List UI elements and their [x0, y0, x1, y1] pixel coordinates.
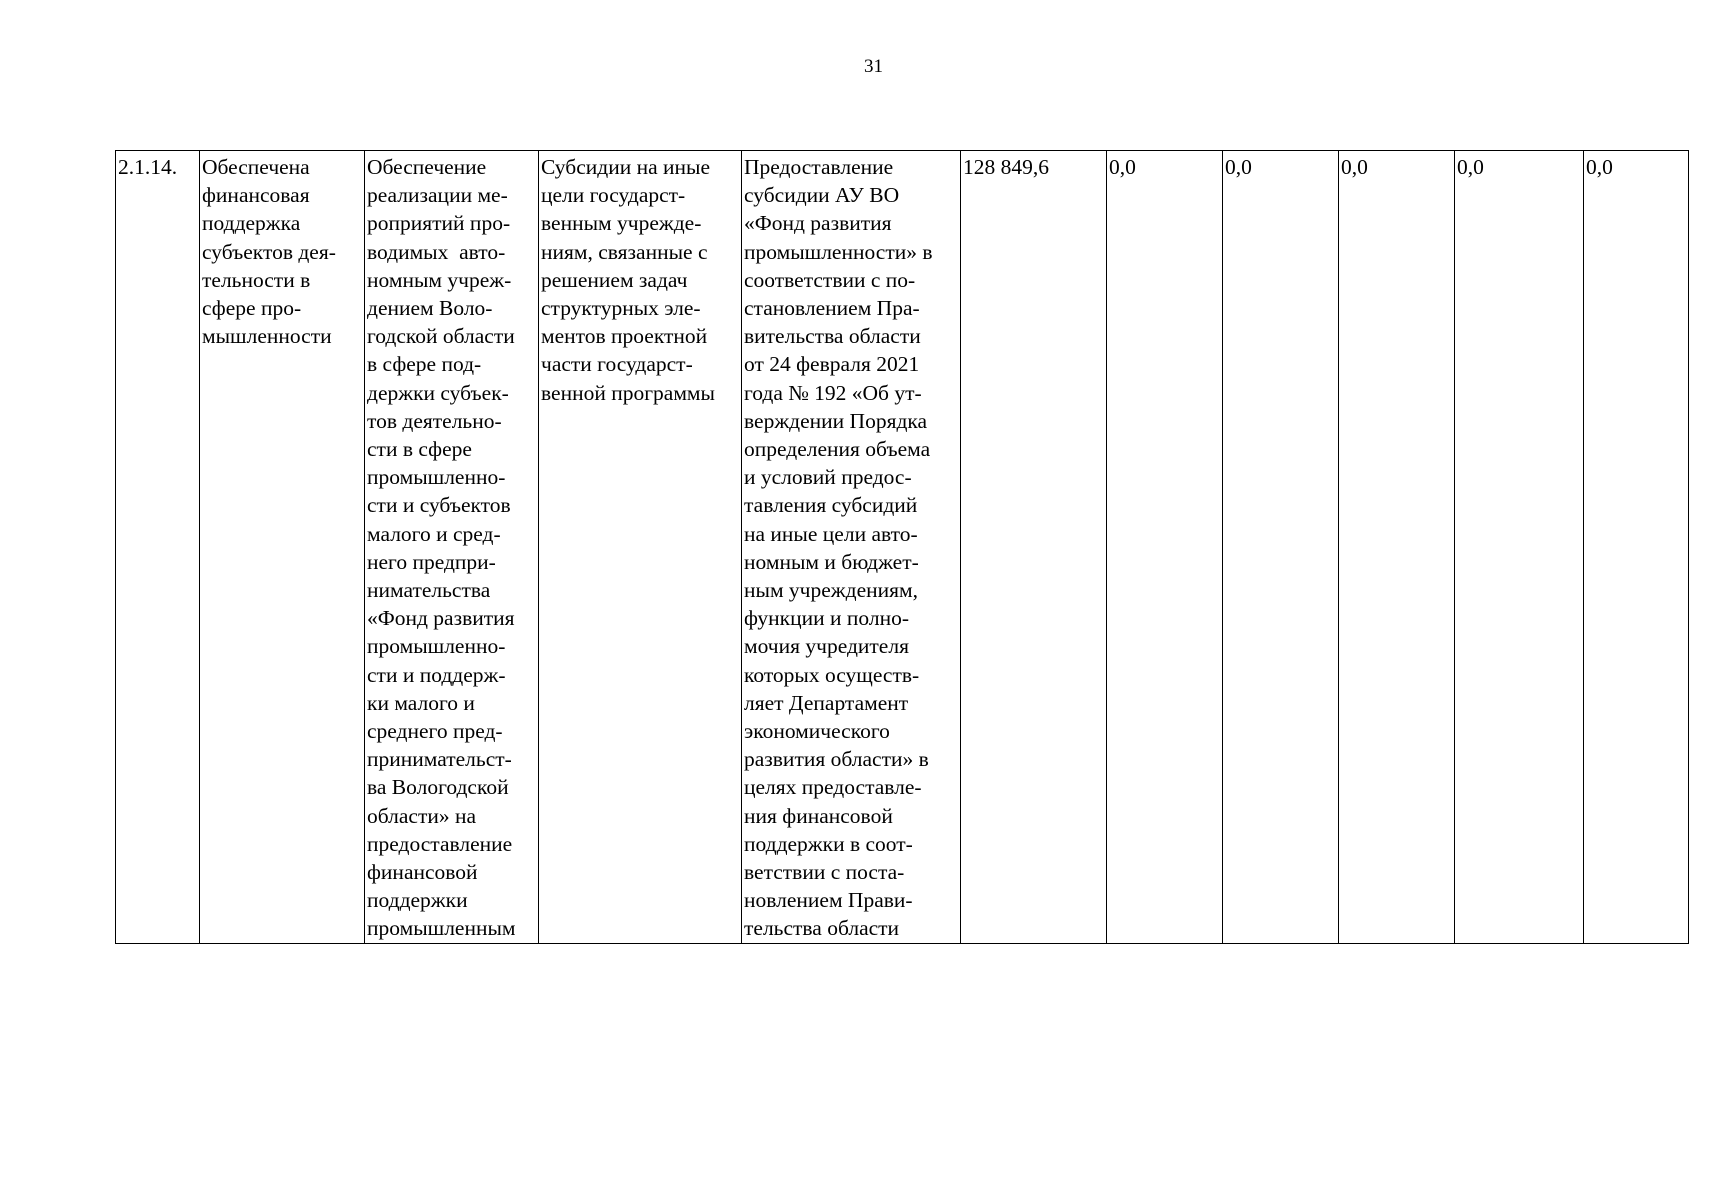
value-amount: 0,0 — [1225, 155, 1252, 179]
description-line: года № 192 «Об ут- — [744, 380, 922, 405]
value-cell — [1223, 151, 1339, 944]
subsidy-type-line: ментов проектной — [541, 324, 708, 349]
event-line: среднего пред- — [367, 719, 503, 744]
event-line: сти и поддерж- — [367, 662, 506, 687]
subsidy-type-line: венным учрежде- — [541, 211, 702, 236]
description-line: мочия учредителя — [744, 634, 909, 659]
result-line: мышленности — [202, 324, 332, 349]
description-line: от 24 февраля 2021 — [744, 352, 920, 377]
event-line: предоставление — [367, 831, 513, 856]
event-line: дением Воло- — [367, 296, 493, 321]
value-cell — [961, 151, 1107, 944]
description-cell — [742, 151, 961, 944]
value-cell — [1584, 151, 1689, 944]
event-line: водимых авто- — [367, 239, 506, 264]
result-line: Обеспечена — [202, 155, 310, 179]
description-line: развития области» в — [744, 747, 929, 772]
event-line: в сфере под- — [367, 352, 482, 377]
event-line: нимательства — [367, 578, 491, 603]
value-amount: 0,0 — [1457, 155, 1484, 179]
description-line: поддержки в соот- — [744, 831, 913, 856]
value-amount: 0,0 — [1586, 155, 1613, 179]
description-line: субсидии АУ ВО — [744, 183, 900, 208]
description-line: и условий предос- — [744, 465, 912, 490]
event-line: промышленным — [367, 916, 516, 941]
subsidy-type-line: цели государст- — [541, 183, 686, 208]
result-line: сфере про- — [202, 296, 302, 321]
event-line: поддержки — [367, 888, 468, 913]
result-line: поддержка — [202, 211, 301, 236]
subsidy-type-line: структурных эле- — [541, 296, 701, 321]
event-line: держки субъек- — [367, 380, 509, 405]
result-line: тельности в — [202, 267, 311, 292]
event-line: годской области — [367, 324, 515, 349]
description-line: ным учреждениям, — [744, 578, 919, 603]
description-line: на иные цели авто- — [744, 521, 918, 546]
subsidy-type-line: решением задач — [541, 267, 688, 292]
event-line: него предпри- — [367, 549, 496, 574]
description-line: верждении Порядка — [744, 408, 928, 433]
value-cell — [1339, 151, 1455, 944]
description-line: становлением Пра- — [744, 296, 920, 321]
event-line: принимательст- — [367, 747, 512, 772]
value-cell — [1107, 151, 1223, 944]
description-line: промышленности» в — [744, 239, 933, 264]
subsidy-type-line: ниям, связанные с — [541, 239, 708, 264]
description-line: Предоставление — [744, 155, 894, 179]
event-line: промышленно- — [367, 465, 506, 490]
value-cell — [1455, 151, 1584, 944]
description-line: ляет Департамент — [744, 690, 909, 715]
event-line: ва Вологодской — [367, 775, 509, 800]
description-line: «Фонд развития — [744, 211, 892, 236]
subsidy-type-line: Субсидии на иные — [541, 155, 711, 179]
value-amount: 0,0 — [1341, 155, 1368, 179]
event-line: сти в сфере — [367, 437, 472, 462]
subsidy-type-line: части государст- — [541, 352, 693, 377]
description-line: экономического — [744, 719, 890, 744]
event-line: финансовой — [367, 860, 478, 885]
program-table — [115, 150, 1689, 944]
event-line: реализации ме- — [367, 183, 508, 208]
subsidy-type-cell — [539, 151, 742, 944]
description-line: новлением Прави- — [744, 888, 913, 913]
result-cell — [200, 151, 365, 944]
event-line: тов деятельно- — [367, 408, 502, 433]
description-line: тельства области — [744, 916, 900, 941]
description-line: ветствии с поста- — [744, 860, 905, 885]
value-total: 128 849,6 — [963, 155, 1049, 179]
value-amount: 0,0 — [1109, 155, 1136, 179]
event-line: ки малого и — [367, 690, 475, 715]
table-row — [116, 151, 1689, 944]
row-number: 2.1.14. — [118, 155, 178, 179]
description-line: вительства области — [744, 324, 921, 349]
event-line: малого и сред- — [367, 521, 501, 546]
event-line: роприятий про- — [367, 211, 511, 236]
description-line: функции и полно- — [744, 606, 909, 631]
event-line: промышленно- — [367, 634, 506, 659]
event-line: «Фонд развития — [367, 606, 515, 631]
description-line: соответствии с по- — [744, 267, 916, 292]
description-line: ния финансовой — [744, 803, 893, 828]
event-line: области» на — [367, 803, 477, 828]
description-line: номным и бюджет- — [744, 549, 919, 574]
page-number: 31 — [864, 56, 883, 77]
event-line: Обеспечение — [367, 155, 487, 179]
description-line: определения объема — [744, 437, 931, 462]
description-line: которых осуществ- — [744, 662, 920, 687]
description-line: тавления субсидий — [744, 493, 918, 518]
event-line: номным учреж- — [367, 267, 512, 292]
event-line: сти и субъектов — [367, 493, 511, 518]
event-cell — [365, 151, 539, 944]
subsidy-type-line: венной программы — [541, 380, 715, 405]
result-line: субъектов дея- — [202, 239, 336, 264]
description-line: целях предоставле- — [744, 775, 922, 800]
row-number-cell — [116, 151, 200, 944]
result-line: финансовая — [202, 183, 310, 208]
